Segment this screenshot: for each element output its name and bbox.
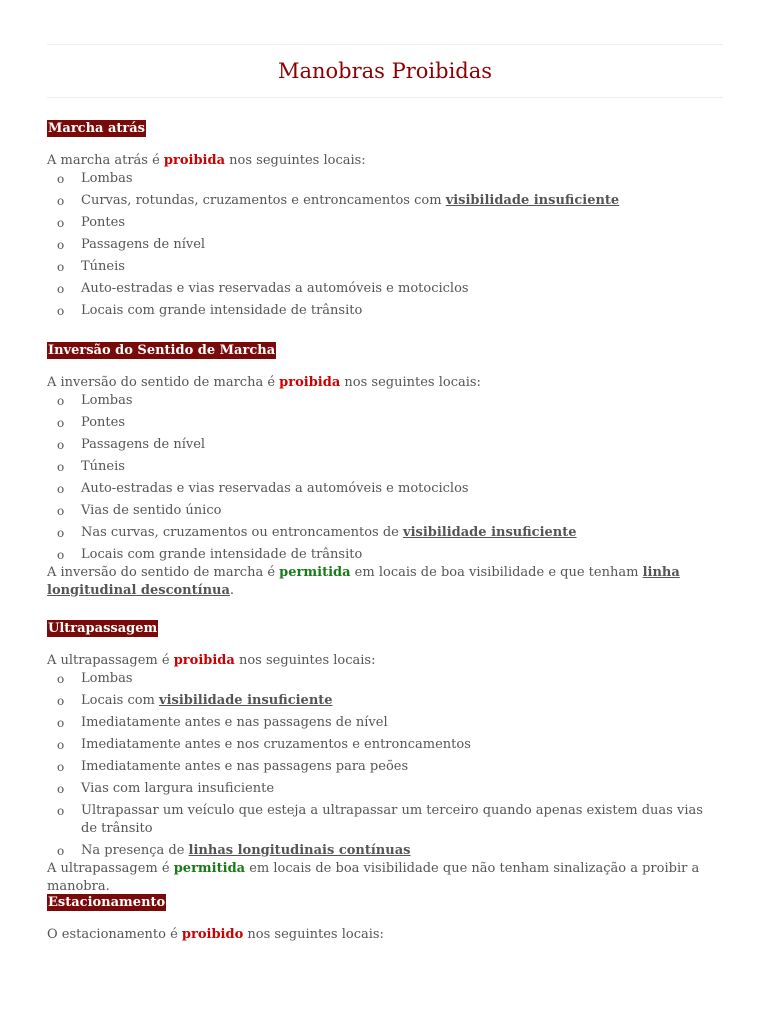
list-item: o Túneis: [57, 459, 125, 474]
bullet-icon: o: [57, 504, 65, 518]
section: [47, 620, 723, 896]
list-item: o Nas curvas, cruzamentos ou entroncamentos de visibilidade insuficiente: [57, 525, 577, 540]
top-divider: [47, 44, 723, 45]
location-list: [47, 670, 723, 860]
bullet-icon: o: [57, 526, 65, 540]
glossary-link[interactable]: visibilidade insuficiente: [445, 193, 620, 208]
bullet-icon: o: [57, 438, 65, 452]
page-title: Manobras Proibidas: [277, 59, 493, 83]
section-heading: Ultrapassagem: [48, 621, 158, 636]
list-item: o Passagens de nível: [57, 237, 206, 252]
list-item: o Vias de sentido único: [57, 503, 222, 518]
list-item: o Passagens de nível: [57, 437, 206, 452]
section-note: A ultrapassagem é permitida em locais de boa visibilidade que não tenham sinalização a proibir a manobra.: [47, 861, 700, 894]
list-item: o Locais com visibilidade insuficiente: [57, 693, 333, 708]
list-item: o Imediatamente antes e nos cruzamentos e entroncamentos: [57, 737, 471, 752]
glossary-link[interactable]: visibilidade insuficiente: [159, 693, 333, 708]
bullet-icon: o: [57, 760, 65, 774]
list-item: o Túneis: [57, 259, 125, 274]
list-item: o Vias com largura insuficiente: [57, 781, 275, 796]
bullet-icon: o: [57, 194, 65, 208]
section-heading: Marcha atrás: [48, 121, 145, 136]
bullet-icon: o: [57, 416, 65, 430]
forbidden-label: proibida: [279, 375, 341, 390]
section: [47, 120, 723, 324]
bullet-icon: o: [57, 260, 65, 274]
list-item: o Lombas: [57, 393, 133, 408]
list-item: o Curvas, rotundas, cruzamentos e entroncamentos com visibilidade insuficiente: [57, 193, 620, 208]
title-divider: [47, 97, 723, 98]
section-intro: A marcha atrás é proibida nos seguintes locais:: [47, 153, 366, 168]
list-item: o Pontes: [57, 415, 126, 430]
location-list: [47, 392, 723, 564]
bullet-icon: o: [57, 782, 65, 796]
bullet-icon: o: [57, 216, 65, 230]
list-item: o Auto-estradas e vias reservadas a automóveis e motociclos: [57, 281, 469, 296]
section-heading: Estacionamento: [48, 895, 166, 910]
list-item: o Lombas: [57, 671, 133, 686]
forbidden-label: proibida: [173, 653, 235, 668]
list-item: o Imediatamente antes e nas passagens para peões: [57, 759, 409, 774]
section-intro: A ultrapassagem é proibida nos seguintes locais:: [47, 653, 376, 668]
forbidden-label: proibido: [181, 927, 244, 942]
bullet-icon: o: [57, 482, 65, 496]
list-item: o Locais com grande intensidade de trânsito: [57, 547, 363, 562]
bullet-icon: o: [57, 672, 65, 686]
glossary-link[interactable]: linha longitudinal descontínua: [47, 565, 680, 598]
section: [47, 342, 723, 600]
list-item: o Na presença de linhas longitudinais contínuas: [57, 843, 411, 858]
list-item: o Pontes: [57, 215, 126, 230]
bullet-icon: o: [57, 460, 65, 474]
bullet-icon: o: [57, 844, 65, 858]
bullet-icon: o: [57, 238, 65, 252]
bullet-icon: o: [57, 716, 65, 730]
allowed-label: permitida: [279, 565, 351, 580]
section-intro: O estacionamento é proibido nos seguintes locais:: [47, 927, 384, 942]
bullet-icon: o: [57, 172, 65, 186]
forbidden-label: proibida: [163, 153, 226, 168]
list-item: o Locais com grande intensidade de trânsito: [57, 303, 363, 318]
glossary-link[interactable]: linhas longitudinais contínuas: [188, 843, 411, 858]
section-note: A inversão do sentido de marcha é permitida em locais de boa visibilidade e que tenham linha longitudinal descontínua.: [47, 565, 680, 598]
list-item: o Auto-estradas e vias reservadas a automóveis e motociclos: [57, 481, 469, 496]
allowed-label: permitida: [173, 861, 246, 876]
bullet-icon: o: [57, 304, 65, 318]
location-list: [47, 170, 723, 320]
bullet-icon: o: [57, 282, 65, 296]
bullet-icon: o: [57, 738, 65, 752]
bullet-icon: o: [57, 804, 65, 818]
section-heading: Inversão do Sentido de Marcha: [48, 343, 276, 358]
list-item: o Ultrapassar um veículo que esteja a ultrapassar um terceiro quando apenas existem duas vias de trânsito: [57, 803, 703, 836]
list-item: o Lombas: [57, 171, 133, 186]
section: [47, 894, 723, 944]
bullet-icon: o: [57, 694, 65, 708]
bullet-icon: o: [57, 548, 65, 562]
list-item: o Imediatamente antes e nas passagens de nível: [57, 715, 388, 730]
bullet-icon: o: [57, 394, 65, 408]
glossary-link[interactable]: visibilidade insuficiente: [403, 525, 577, 540]
section-intro: A inversão do sentido de marcha é proibida nos seguintes locais:: [47, 375, 481, 390]
